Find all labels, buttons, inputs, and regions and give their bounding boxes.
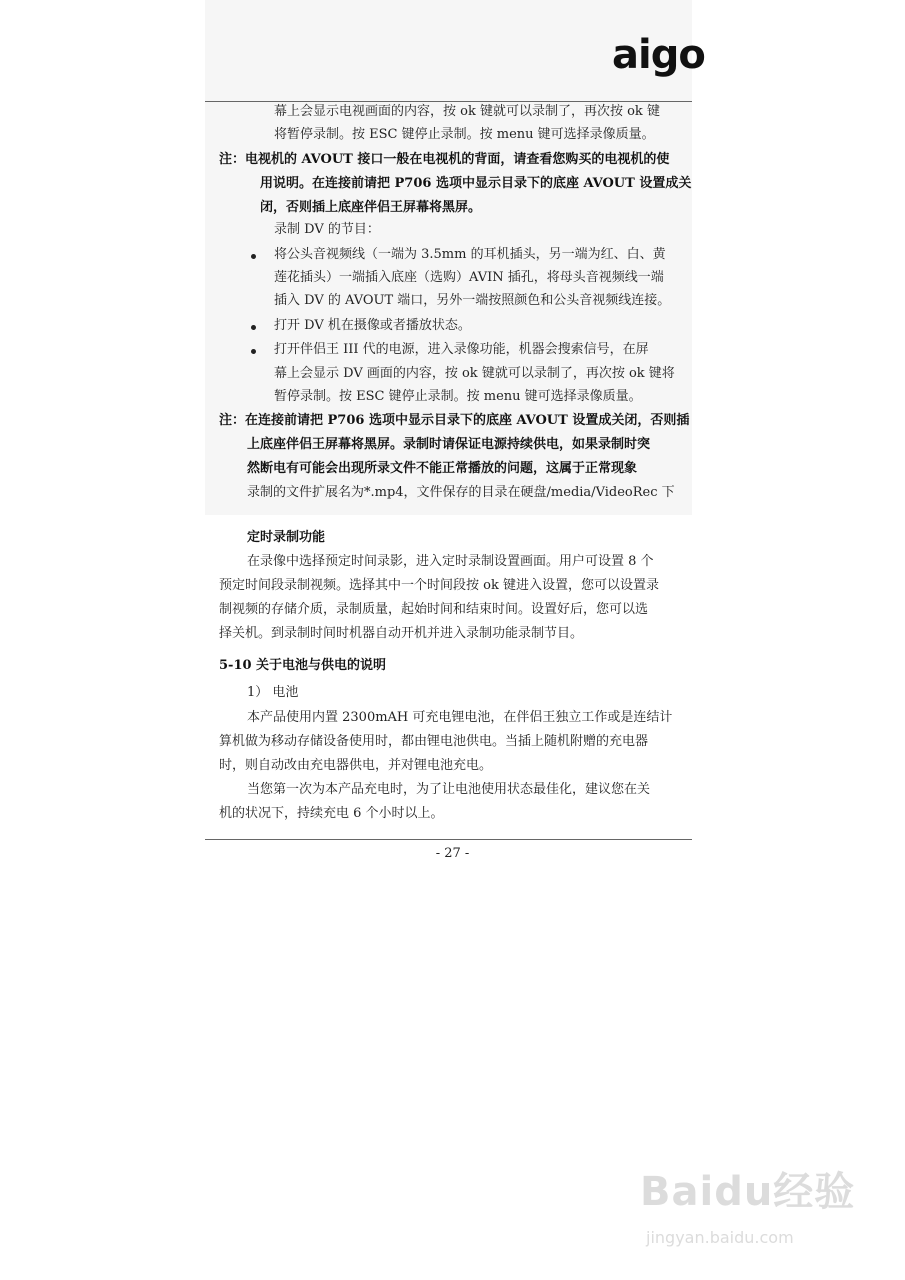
text-line: 在录像中选择预定时间录影，进入定时录制设置画面。用户可设置 8 个 [247, 554, 654, 569]
section-heading: 定时录制功能 [247, 530, 326, 545]
note-line: 闭，否则插上底座伴侣王屏幕将黑屏。 [260, 200, 482, 215]
text-line: 时，则自动改由充电器供电，并对锂电池充电。 [219, 758, 493, 773]
watermark [640, 1150, 860, 1260]
text-line: 暂停录制。按 ESC 键停止录制。按 menu 键可选择录像质量。 [274, 389, 642, 404]
text-line: 莲花插头）一端插入底座（选购）AVIN 插孔，将母头音视频线一端 [274, 270, 664, 285]
text-line: 机的状况下，持续充电 6 个小时以上。 [219, 806, 444, 821]
subheading: 录制 DV 的节目： [274, 222, 380, 237]
subheading: 1） 电池 [247, 685, 299, 700]
text-line: 幕上会显示电视画面的内容，按 ok 键就可以录制了，再次按 ok 键 [274, 104, 660, 119]
bullet-icon [251, 349, 256, 354]
page-number: - 27 - [435, 846, 470, 861]
text-line: 打开 DV 机在摄像或者播放状态。 [274, 318, 471, 333]
note-line: 然断电有可能会出现所录文件不能正常播放的问题，这属于正常现象 [247, 461, 638, 476]
brand-logo: aigo [612, 32, 705, 78]
bullet-icon [251, 254, 256, 259]
text-line: 将暂停录制。按 ESC 键停止录制。按 menu 键可选择录像质量。 [274, 127, 655, 142]
note-line: 注：电视机的 AVOUT 接口一般在电视机的背面，请查看您购买的电视机的使 [219, 152, 670, 167]
watermark-logo: Baidu经验 [640, 1169, 856, 1215]
text-line: 当您第一次为本产品充电时，为了让电池使用状态最佳化，建议您在关 [247, 782, 651, 797]
text-line: 算机做为移动存储设备使用时，都由锂电池供电。当插上随机附赠的充电器 [219, 734, 649, 749]
text-line: 插入 DV 的 AVOUT 端口，另外一端按照颜色和公头音视频线连接。 [274, 293, 671, 308]
text-line: 本产品使用内置 2300mAH 可充电锂电池，在伴侣王独立工作或是连结计 [247, 710, 673, 725]
text-line: 打开伴侣王 III 代的电源，进入录像功能，机器会搜索信号，在屏 [274, 342, 649, 357]
text-line: 幕上会显示 DV 画面的内容，按 ok 键就可以录制了，再次按 ok 键将 [274, 366, 675, 381]
text-line: 将公头音视频线（一端为 3.5mm 的耳机插头，另一端为红、白、黄 [274, 247, 666, 262]
note-line: 用说明。在连接前请把 P706 选项中显示目录下的底座 AVOUT 设置成关 [260, 176, 692, 191]
text-line: 择关机。到录制时间时机器自动开机并进入录制功能录制节目。 [219, 626, 584, 641]
note-line: 注：在连接前请把 P706 选项中显示目录下的底座 AVOUT 设置成关闭，否则插 [219, 413, 690, 428]
text-line: 预定时间段录制视频。选择其中一个时间段按 ok 键进入设置，您可以设置录 [219, 578, 659, 593]
text-line: 制视频的存储介质，录制质量，起始时间和结束时间。设置好后，您可以选 [219, 602, 649, 617]
text-line: 录制的文件扩展名为*.mp4，文件保存的目录在硬盘/media/VideoRec 下 [247, 485, 675, 500]
footer-rule [205, 839, 692, 840]
watermark-url: jingyan.baidu.com [646, 1228, 794, 1247]
section-heading: 5-10 关于电池与供电的说明 [219, 658, 387, 673]
note-line: 上底座伴侣王屏幕将黑屏。录制时请保证电源持续供电，如果录制时突 [247, 437, 651, 452]
bullet-icon [251, 325, 256, 330]
